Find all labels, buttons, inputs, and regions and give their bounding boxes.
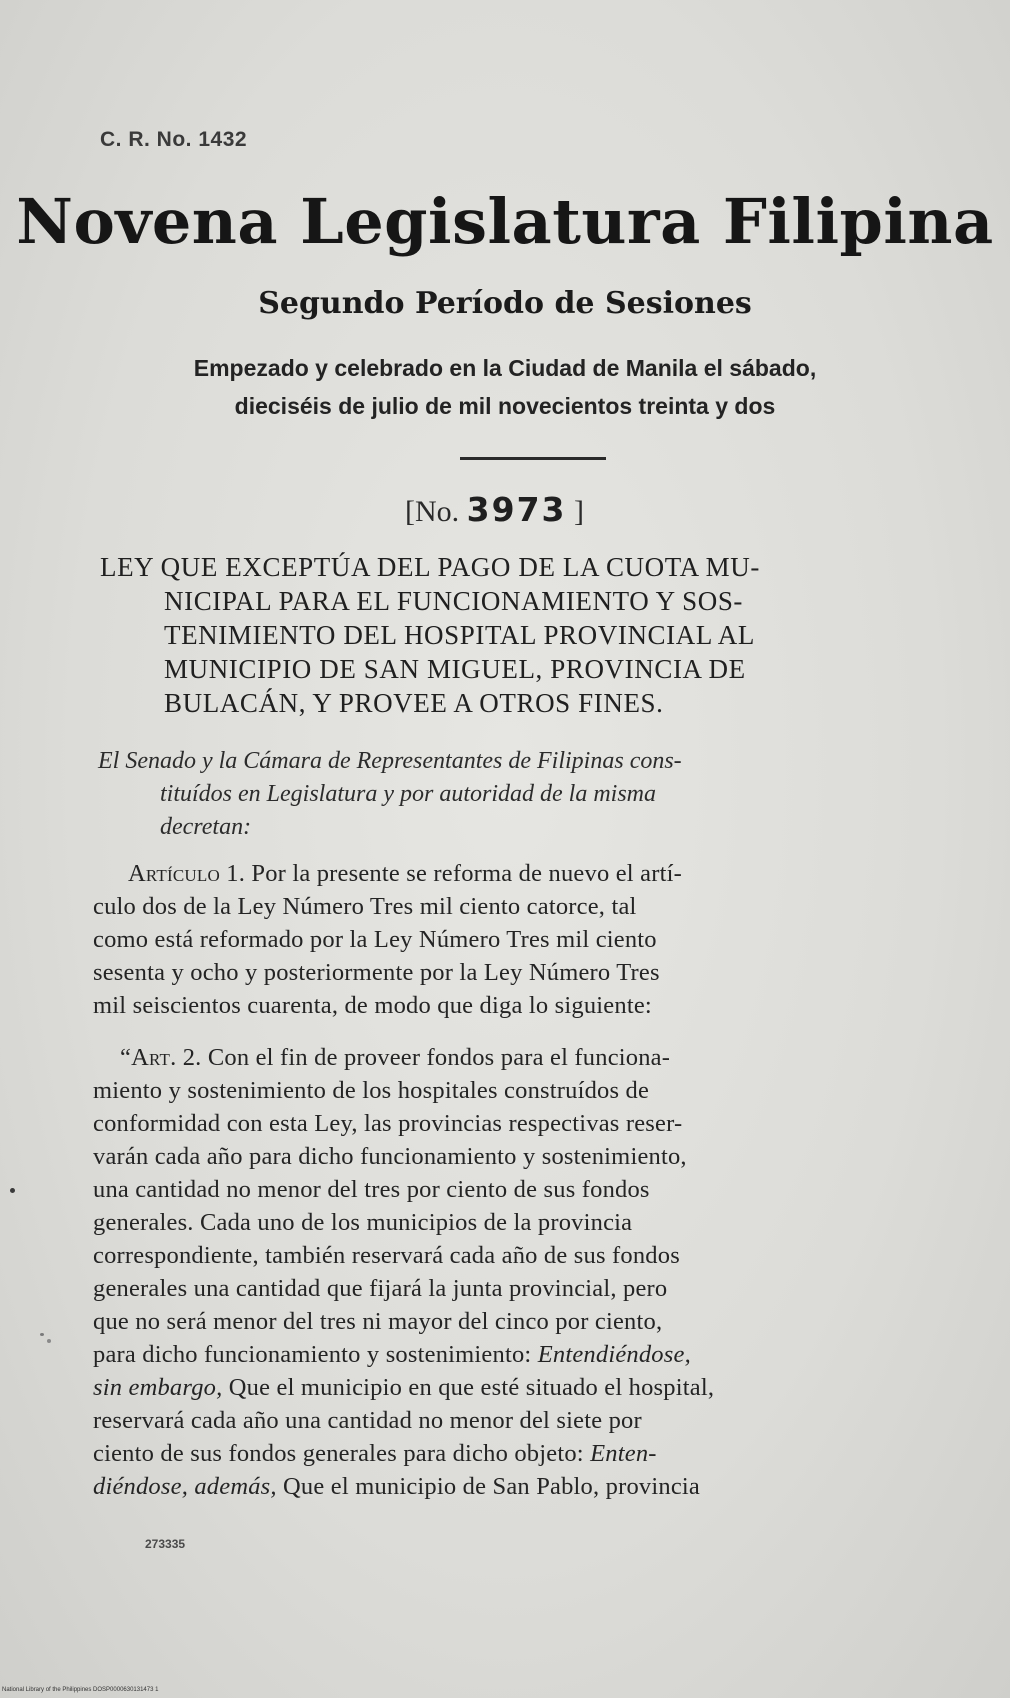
session-place-line-1: Empezado y celebrado en la Ciudad de Manila el sábado, <box>193 355 817 381</box>
body-line: generales una cantidad que fijará la junta provincial, pero <box>93 1275 668 1302</box>
body-line: sin embargo, Que el municipio en que esté situado el hospital, <box>93 1374 715 1401</box>
divider-rule <box>460 457 606 460</box>
legislature-title: Novena Legislatura Filipina <box>16 185 994 258</box>
cr-number: C. R. No. 1432 <box>100 128 248 151</box>
body-line: conformidad con esta Ley, las provincias respectivas reser- <box>93 1110 683 1137</box>
body-line: varán cada año para dicho funcionamiento y sostenimiento, <box>93 1143 687 1170</box>
law-title-line: BULACÁN, Y PROVEE A OTROS FINES. <box>164 688 664 718</box>
session-subtitle: Segundo Período de Sesiones <box>258 286 752 321</box>
law-title-line: TENIMIENTO DEL HOSPITAL PROVINCIAL AL <box>164 620 755 650</box>
act-number-prefix: [No. <box>405 495 467 528</box>
printer-code: 273335 <box>145 1537 186 1551</box>
body-line: que no será menor del tres ni mayor del cinco por ciento, <box>93 1308 663 1335</box>
body-line: diéndose, además, Que el municipio de San Pablo, provincia <box>93 1473 700 1500</box>
proviso-1-italic: Entendiéndose, <box>537 1341 691 1368</box>
body-line: culo dos de la Ley Número Tres mil ciento catorce, tal <box>93 893 637 920</box>
enacting-line: El Senado y la Cámara de Representantes de Filipinas cons- <box>98 748 682 774</box>
margin-speck <box>10 1188 15 1193</box>
margin-speck <box>40 1333 44 1336</box>
law-title-line: MUNICIPIO DE SAN MIGUEL, PROVINCIA DE <box>164 654 746 684</box>
proviso-2-italic: Enten- <box>590 1440 657 1467</box>
body-line: como está reformado por la Ley Número Tres mil ciento <box>93 926 657 953</box>
body-line: sesenta y ocho y posteriormente por la Ley Número Tres <box>93 959 660 986</box>
body-line: generales. Cada uno de los municipios de la provincia <box>93 1209 633 1236</box>
enacting-line: decretan: <box>160 814 252 840</box>
footer-identifier: National Library of the Philippines DOSP0000630131473 1 <box>2 1687 159 1693</box>
act-number <box>405 490 584 529</box>
article-2-first-line: “Art. 2. Con el fin de proveer fondos para el funciona- <box>120 1044 671 1071</box>
enacting-line: tituídos en Legislatura y por autoridad de la misma <box>160 781 657 807</box>
body-line: para dicho funcionamiento y sostenimiento: Entendiéndose, <box>93 1341 691 1368</box>
act-number-suffix: ] <box>566 495 585 528</box>
article-2-label: “Art. 2. <box>120 1044 202 1071</box>
section-1-label: Artículo 1. <box>128 860 246 887</box>
act-number-handwritten: 3973 <box>466 490 567 529</box>
body-line: reservará cada año una cantidad no menor del siete por <box>93 1407 642 1434</box>
body-line: miento y sostenimiento de los hospitales construídos de <box>93 1077 650 1104</box>
body-line: correspondiente, también reservará cada año de sus fondos <box>93 1242 680 1269</box>
section-1-first-line: Artículo 1. Por la presente se reforma de nuevo el artí- <box>128 860 682 887</box>
body-line: una cantidad no menor del tres por ciento de sus fondos <box>93 1176 650 1203</box>
law-title-line: NICIPAL PARA EL FUNCIONAMIENTO Y SOS- <box>164 586 744 616</box>
margin-speck <box>47 1339 51 1343</box>
session-place-line-2: dieciséis de julio de mil novecientos treinta y dos <box>234 393 776 419</box>
body-line: mil seiscientos cuarenta, de modo que diga lo siguiente: <box>93 992 652 1019</box>
law-title-line: LEY QUE EXCEPTÚA DEL PAGO DE LA CUOTA MU- <box>100 552 760 582</box>
body-line: ciento de sus fondos generales para dicho objeto: Enten- <box>93 1440 657 1467</box>
